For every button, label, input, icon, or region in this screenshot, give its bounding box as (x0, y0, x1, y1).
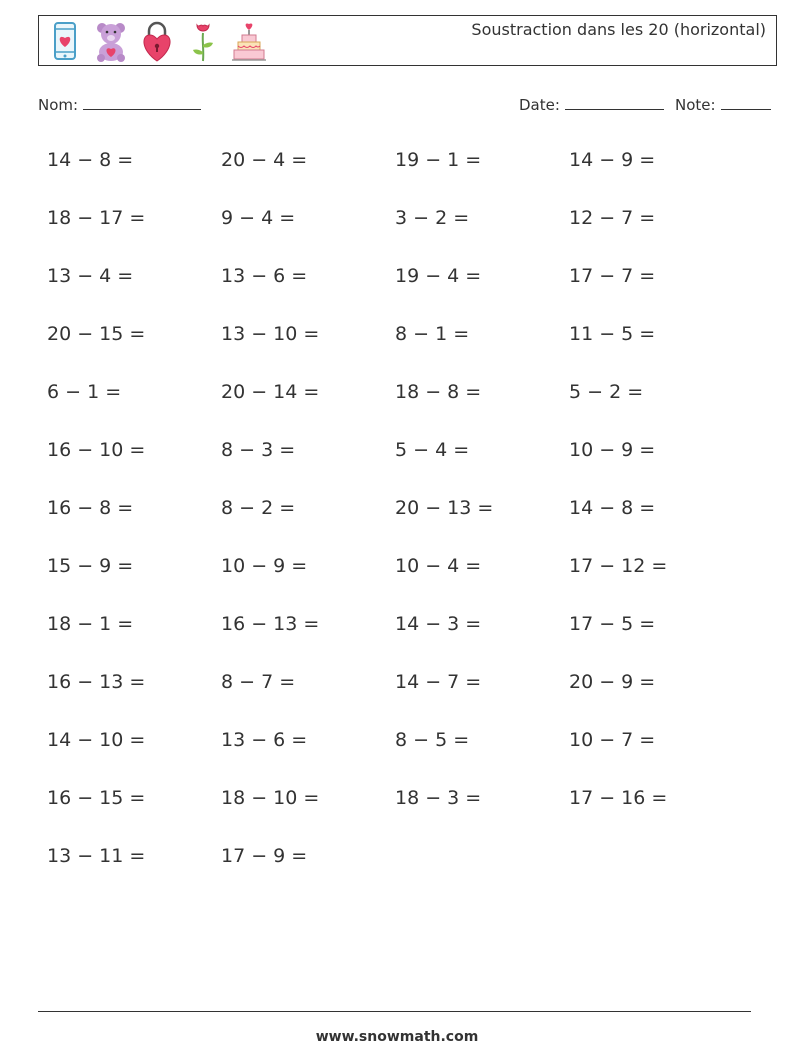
problem-item: 13 − 4 = (47, 265, 134, 287)
problem-item: 18 − 10 = (221, 787, 320, 809)
problem-item: 5 − 2 = (569, 381, 644, 403)
problem-item: 12 − 7 = (569, 207, 656, 229)
problem-item: 17 − 12 = (569, 555, 668, 577)
problem-item: 10 − 7 = (569, 729, 656, 751)
header-box (38, 15, 777, 66)
problem-item: 8 − 5 = (395, 729, 470, 751)
problem-item: 20 − 14 = (221, 381, 320, 403)
problem-item: 14 − 7 = (395, 671, 482, 693)
problem-item: 17 − 7 = (569, 265, 656, 287)
worksheet-title: Soustraction dans les 20 (horizontal) (471, 20, 766, 39)
problem-item: 17 − 5 = (569, 613, 656, 635)
problem-item: 16 − 13 = (221, 613, 320, 635)
problem-item: 10 − 9 = (221, 555, 308, 577)
problem-item: 18 − 1 = (47, 613, 134, 635)
problem-item: 20 − 15 = (47, 323, 146, 345)
problem-item: 8 − 1 = (395, 323, 470, 345)
problem-item: 8 − 3 = (221, 439, 296, 461)
problem-item: 13 − 6 = (221, 729, 308, 751)
problem-item: 18 − 17 = (47, 207, 146, 229)
problem-item: 10 − 4 = (395, 555, 482, 577)
grade-blank[interactable] (721, 93, 771, 110)
problem-item: 8 − 2 = (221, 497, 296, 519)
problem-item: 20 − 13 = (395, 497, 494, 519)
footer-divider (38, 1011, 751, 1012)
date-blank[interactable] (565, 93, 664, 110)
problem-item: 19 − 4 = (395, 265, 482, 287)
problem-item: 14 − 9 = (569, 149, 656, 171)
grade-label: Note: (675, 96, 716, 114)
teddy-bear-icon (93, 19, 129, 63)
problem-item: 18 − 3 = (395, 787, 482, 809)
cake-icon (231, 19, 267, 63)
problem-item: 20 − 4 = (221, 149, 308, 171)
problem-item: 20 − 9 = (569, 671, 656, 693)
problem-item: 5 − 4 = (395, 439, 470, 461)
problem-item: 14 − 3 = (395, 613, 482, 635)
grade-field (675, 93, 771, 114)
problem-item: 10 − 9 = (569, 439, 656, 461)
problem-item: 15 − 9 = (47, 555, 134, 577)
problem-item: 16 − 15 = (47, 787, 146, 809)
rose-icon (185, 19, 221, 63)
problem-item: 16 − 10 = (47, 439, 146, 461)
problem-item: 19 − 1 = (395, 149, 482, 171)
name-field (38, 93, 201, 114)
problem-item: 3 − 2 = (395, 207, 470, 229)
date-field (519, 93, 664, 114)
problem-item: 9 − 4 = (221, 207, 296, 229)
footer-url: www.snowmath.com (315, 1029, 479, 1045)
problem-grid (47, 145, 747, 899)
phone-heart-icon (47, 19, 83, 63)
name-label: Nom: (38, 96, 79, 114)
problem-item: 6 − 1 = (47, 381, 122, 403)
icon-row (47, 19, 267, 63)
problem-item: 14 − 8 = (569, 497, 656, 519)
problem-item: 13 − 6 = (221, 265, 308, 287)
problem-item: 11 − 5 = (569, 323, 656, 345)
problem-item: 17 − 9 = (221, 845, 308, 867)
problem-item: 8 − 7 = (221, 671, 296, 693)
problem-item: 13 − 10 = (221, 323, 320, 345)
date-label: Date: (519, 96, 560, 114)
problem-item: 16 − 13 = (47, 671, 146, 693)
name-blank[interactable] (83, 93, 201, 110)
problem-item: 17 − 16 = (569, 787, 668, 809)
problem-item: 14 − 10 = (47, 729, 146, 751)
problem-item: 18 − 8 = (395, 381, 482, 403)
heart-padlock-icon (139, 19, 175, 63)
problem-item: 13 − 11 = (47, 845, 146, 867)
problem-item: 14 − 8 = (47, 149, 134, 171)
problem-item: 16 − 8 = (47, 497, 134, 519)
